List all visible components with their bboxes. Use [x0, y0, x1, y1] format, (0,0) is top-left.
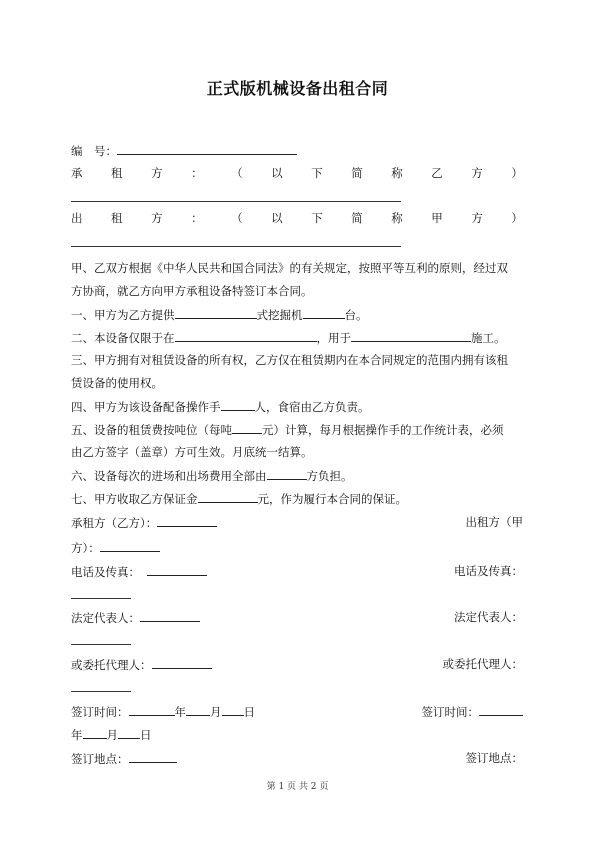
lessor-blank-line: [71, 246, 401, 247]
lessee-char: （: [231, 166, 243, 180]
clause-2-text: 施工。: [471, 331, 506, 345]
time-right-cont-row: [71, 726, 152, 743]
agent-left-label: 或委托代理人：: [71, 658, 152, 672]
lessee-char: ：: [191, 166, 203, 180]
phone-left-blank: [147, 563, 207, 576]
lessee-char: 称: [391, 166, 403, 180]
lessee-char: 以: [271, 166, 283, 180]
rep-left-row: [71, 609, 200, 626]
lessee-char: 承: [71, 166, 83, 180]
clause-7-text: 七、甲方收取乙方保证金: [71, 492, 198, 506]
number-label: 编 号：: [71, 144, 117, 158]
time-right-year-blank: [479, 703, 523, 716]
month-label: 月: [210, 705, 222, 719]
number-blank: [117, 142, 297, 155]
place-right-label: 签订地点：: [465, 751, 523, 765]
lessee-char: 方: [151, 166, 163, 180]
lessee-char: 下: [311, 166, 323, 180]
lessee-char: 方: [471, 166, 483, 180]
lessor-char: ）: [511, 211, 523, 225]
phone-right-blank: [71, 598, 131, 599]
time-left-row: [71, 703, 255, 720]
lessee-blank-line: [71, 201, 401, 202]
phone-left-label: 电话及传真：: [71, 565, 140, 579]
clause-1: [71, 306, 368, 323]
lessor-char: 下: [311, 211, 323, 225]
lessor-char: 简: [351, 211, 363, 225]
lessor-party-label-cont: 方）：: [71, 541, 100, 555]
clause-6-text: 六、设备每次的进场和出场费用全部由: [71, 469, 267, 483]
lessee-party-blank: [157, 514, 217, 527]
rep-left-label: 法定代表人：: [71, 611, 140, 625]
lessor-char: 以: [271, 211, 283, 225]
lessor-char: 租: [111, 211, 123, 225]
clause-2: [71, 329, 506, 346]
contract-number-row: [71, 142, 297, 159]
lessor-char: 甲: [431, 211, 443, 225]
lessee-party-row: [71, 514, 217, 531]
day-label: 日: [243, 705, 255, 719]
month-blank: [186, 703, 210, 716]
party-blank: [267, 467, 307, 480]
page-footer: 第 1 页 共 2 页: [266, 782, 329, 792]
lessee-char: 租: [111, 166, 123, 180]
lessor-row: [71, 210, 523, 226]
clause-3: 三、甲方拥有对租赁设备的所有权，乙方仅在租赁期内在本合同规定的范围内拥有该租: [71, 353, 508, 367]
lessor-party-label: 出租方（甲: [465, 515, 523, 529]
lessee-char: 简: [351, 166, 363, 180]
model-blank: [175, 306, 257, 319]
lessor-char: 方: [471, 211, 483, 225]
lessee-row: [71, 165, 523, 181]
page-title: 正式版机械设备出租合同: [206, 79, 389, 98]
clause-1-text: 一、甲方为乙方提供: [71, 308, 175, 322]
clause-7-text: 元，作为履行本合同的保证。: [257, 492, 407, 506]
clause-5: [71, 421, 504, 438]
place-left-label: 签订地点：: [71, 752, 129, 766]
clause-1-text: 台。: [344, 308, 368, 322]
clause-3: 赁设备的使用权。: [71, 376, 163, 390]
year-label: 年: [174, 705, 186, 719]
place-left-row: [71, 750, 177, 767]
price-blank: [232, 421, 262, 434]
lessee-char: 乙: [431, 166, 443, 180]
deposit-blank: [198, 490, 258, 503]
clause-5-text: 元）计算，每月根据操作手的工作统计表，必须: [262, 423, 504, 437]
time-right-row: [422, 703, 524, 720]
clause-1-text: 式挖掘机: [256, 308, 303, 322]
lessee-char: ）: [511, 166, 523, 180]
lessor-char: ：: [191, 211, 203, 225]
month-blank: [83, 726, 107, 739]
purpose-blank: [351, 329, 471, 342]
agent-right-label: 或委托代理人：: [442, 657, 523, 671]
clause-2-text: 二、本设备仅限于在: [71, 331, 175, 345]
year-label: 年: [71, 728, 83, 742]
month-label: 月: [106, 728, 118, 742]
rep-left-blank: [140, 609, 200, 622]
rep-right-blank: [71, 644, 131, 645]
day-blank: [118, 726, 140, 739]
clause-6-text: 方负担。: [306, 469, 353, 483]
lessor-party-row: [71, 539, 160, 556]
operator-count-blank: [221, 398, 255, 411]
intro-line: 甲、乙双方根据《中华人民共和国合同法》的有关规定，按照平等互利的原则，经过双: [71, 261, 508, 275]
lessee-party-label: 承租方（乙方）：: [71, 516, 158, 530]
lessor-char: 方: [151, 211, 163, 225]
day-label: 日: [140, 728, 152, 742]
agent-left-blank: [152, 656, 212, 669]
rep-right-label: 法定代表人：: [454, 610, 523, 624]
time-right-label: 签订时间：: [421, 705, 479, 719]
clause-2-text: ，用于: [316, 331, 351, 345]
agent-left-row: [71, 656, 212, 673]
lessor-party-blank: [100, 539, 160, 552]
location-blank: [175, 329, 317, 342]
lessor-char: （: [231, 211, 243, 225]
clause-6: [71, 467, 353, 484]
intro-line: 方协商，就乙方向甲方承租设备特签订本合同。: [71, 284, 313, 298]
agent-right-blank: [71, 691, 131, 692]
clause-4-text: 人，食宿由乙方负责。: [254, 400, 370, 414]
time-left-label: 签订时间：: [71, 705, 129, 719]
phone-right-label: 电话及传真：: [454, 564, 523, 578]
day-blank: [222, 703, 244, 716]
place-left-blank: [129, 750, 177, 763]
clause-7: [71, 490, 407, 507]
clause-5-text: 五、设备的租赁费按吨位（每吨: [71, 423, 232, 437]
year-blank: [129, 703, 175, 716]
clause-4: [71, 398, 370, 415]
lessor-char: 出: [71, 211, 83, 225]
clause-4-text: 四、甲方为该设备配备操作手: [71, 400, 221, 414]
phone-left-row: [71, 563, 207, 580]
clause-5: 由乙方签字（盖章）方可生效。月底统一结算。: [71, 445, 313, 459]
lessor-char: 称: [391, 211, 403, 225]
quantity-blank: [303, 306, 345, 319]
